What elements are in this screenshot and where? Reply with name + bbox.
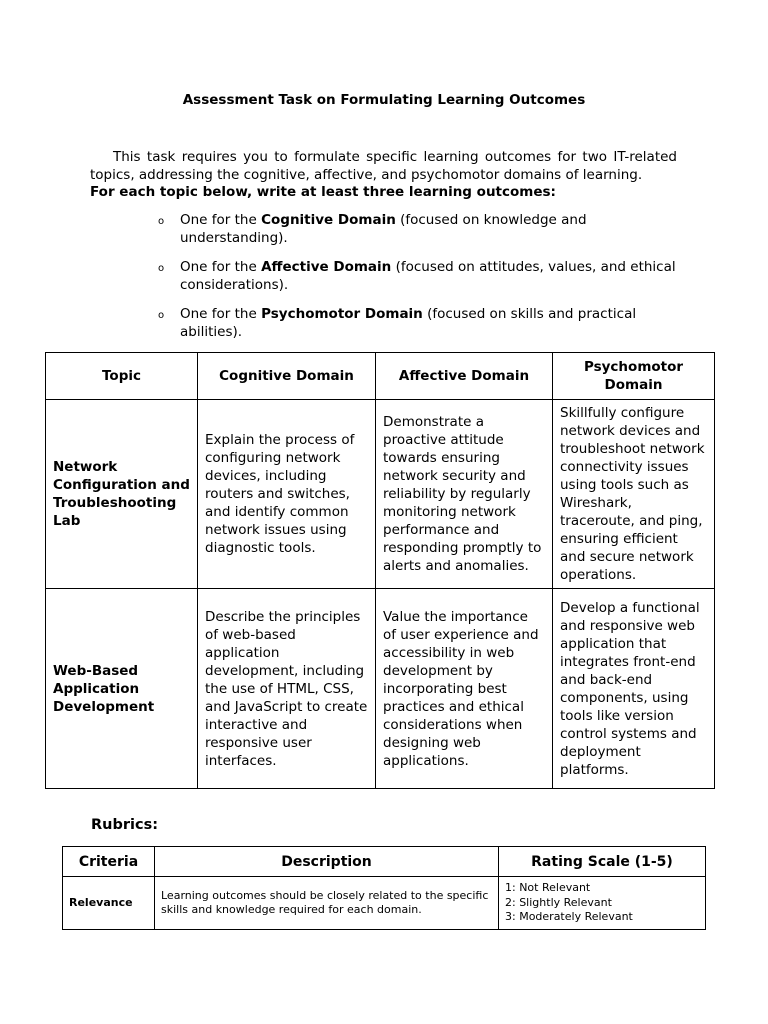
cognitive-cell: Describe the principles of web-based application development, including the use of HTML, CSS, and JavaScript to create interactive and responsive user interfaces. — [198, 589, 376, 789]
rubric-header-row — [63, 847, 706, 877]
bullet-affective: o One for the Affective Domain (focused on attitudes, values, and ethical considerations). — [158, 259, 676, 293]
cognitive-cell: Explain the process of configuring network devices, including routers and switches, and identify common network issues using diagnostic tools. — [198, 400, 376, 589]
bullet-cognitive: o One for the Cognitive Domain (focused on knowledge and understanding). — [158, 212, 587, 246]
header-psychomotor: Psychomotor Domain — [553, 353, 715, 400]
rubric-row — [63, 877, 706, 930]
bullet-marker: o — [158, 216, 165, 227]
rubric-table — [62, 846, 706, 930]
header-cognitive: Cognitive Domain — [198, 353, 376, 400]
header-criteria: Criteria — [63, 847, 155, 877]
affective-cell: Value the importance of user experience and accessibility in web development by incorporating best practices and ethical considerations when designing web applications. — [376, 589, 553, 789]
rating-scale-item: 2: Slightly Relevant — [505, 895, 612, 909]
header-topic: Topic — [46, 353, 198, 400]
table-header-row — [46, 353, 715, 400]
bullet-psychomotor: o One for the Psychomotor Domain (focused on skills and practical abilities). — [158, 306, 637, 340]
bullet-marker: o — [158, 263, 165, 274]
topic-cell: Web-Based Application Development — [46, 589, 198, 789]
topic-cell: Network Configuration and Troubleshooting Lab — [46, 400, 198, 589]
bullet-marker: o — [158, 310, 165, 321]
bullet-domain-name: Affective Domain — [261, 259, 392, 275]
intro-paragraph — [90, 149, 677, 184]
description-cell: Learning outcomes should be closely related to the specific skills and knowledge required for each domain. — [155, 877, 499, 930]
instruction-text: For each topic below, write at least three learning outcomes: — [90, 184, 556, 200]
bullet-domain-name: Psychomotor Domain — [261, 306, 423, 322]
rubrics-heading: Rubrics: — [91, 817, 159, 833]
rating-scale-item: 3: Moderately Relevant — [505, 910, 633, 924]
criteria-cell: Relevance — [63, 877, 155, 930]
bullet-domain-name: Cognitive Domain — [261, 212, 396, 228]
psychomotor-cell: Develop a functional and responsive web application that integrates front-end and back-end components, using tools like version control systems and deployment platforms. — [553, 589, 715, 789]
header-description: Description — [155, 847, 499, 877]
table-row — [46, 400, 715, 589]
header-affective: Affective Domain — [376, 353, 553, 400]
table-row — [46, 589, 715, 789]
domain-bullet-list — [158, 212, 678, 353]
rating-scale-item: 1: Not Relevant — [505, 881, 591, 895]
rating-scale-cell — [499, 877, 706, 930]
affective-cell: Demonstrate a proactive attitude towards ensuring network security and reliability by regularly monitoring network performance and responding promptly to alerts and anomalies. — [376, 400, 553, 589]
intro-text: This task requires you to formulate specific learning outcomes for two IT-related topics, addressing the cognitive, affective, and psychomotor domains of learning. — [90, 149, 677, 183]
psychomotor-cell: Skillfully configure network devices and troubleshoot network connectivity issues using tools such as Wireshark, traceroute, and ping, ensuring efficient and secure network operations. — [553, 400, 715, 589]
learning-outcomes-table — [45, 352, 715, 789]
header-rating-scale: Rating Scale (1-5) — [499, 847, 706, 877]
page-title: Assessment Task on Formulating Learning Outcomes — [182, 92, 586, 108]
